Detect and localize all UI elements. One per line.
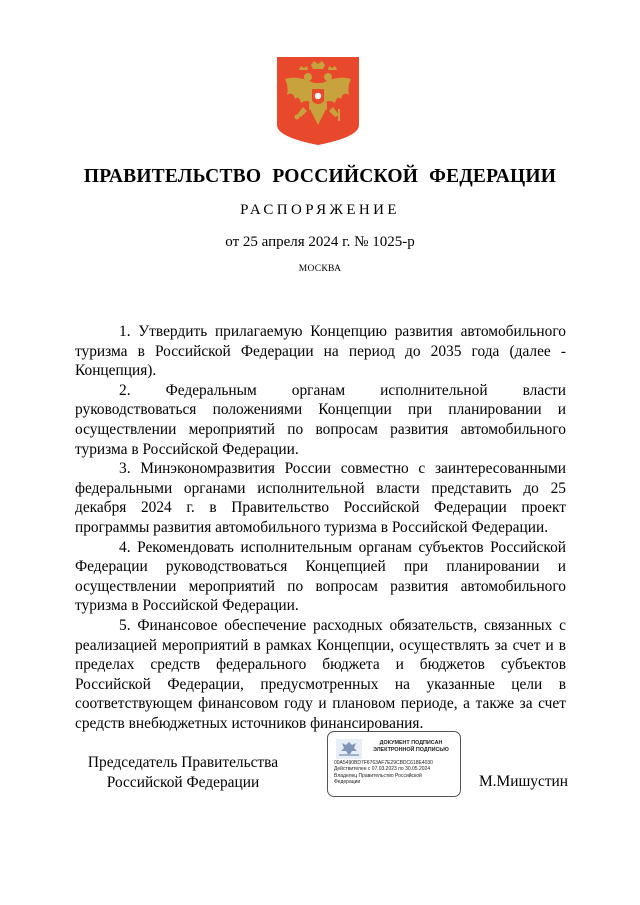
stamp-certificate: 00A5490BD7F6763AF7E29CBDC618E4030 [334,760,433,766]
stamp-owner-line1: Владелец Правительство Российской [334,772,422,779]
stamp-title-line1: ДОКУМЕНТ ПОДПИСАН [379,740,443,746]
paragraph-2: 2. Федеральным органам исполнительной власти руководствоваться положениями Концепции при планировании и осуществлении мероприятий по вопросам развития автомобильного туризма в Российской Федерации. [75,381,566,458]
document-body [75,322,566,733]
signatory-position-line2: Российской Федерации [106,773,260,791]
paragraph-3: 3. Минэкономразвития России совместно с заинтересованными федеральными органами исполнительной власти представить до 25 декабря 2024 г. в Правительство Российской Федерации проект программы развития автомобильного туризма в Российской Федерации. [75,460,566,536]
paragraph-4: 4. Рекомендовать исполнительным органам субъектов Российской Федерации руководствоваться Концепцией при планировании и осуществлении мероприятий по вопросам развития автомобильного туризма в Российской Федерации. [75,538,566,615]
document-city: МОСКВА [298,264,342,274]
document-type: РАСПОРЯЖЕНИЕ [240,202,400,218]
signatory-position-line1: Председатель Правительства [87,754,279,771]
stamp-details [334,760,458,785]
russian-coat-of-arms-icon [277,57,359,145]
signatory-name: М.Мишустин [479,773,569,790]
government-title: ПРАВИТЕЛЬСТВО РОССИЙСКОЙ ФЕДЕРАЦИИ [83,166,557,187]
stamp-validity: Действителен с 07.03.2023 по 30.05.2024 [334,766,431,773]
stamp-title-line2: ЭЛЕКТРОННОЙ ПОДПИСЬЮ [373,746,449,753]
coat-of-arms-small-icon [336,739,362,759]
signatory-position [78,753,288,792]
document-date-number: от 25 апреля 2024 г. № 1025-р [225,234,415,250]
paragraph-1: 1. Утвердить прилагаемую Концепцию развития автомобильного туризма в Российской Федерации на период до 2035 года (далее - Концепция). [75,323,566,380]
stamp-owner-line2: Федерации [334,778,361,785]
stamp-title [364,740,458,753]
paragraph-5: 5. Финансовое обеспечение расходных обязательств, связанных с реализацией мероприятий в рамках Концепции, осуществлять за счет и в пределах средств федерального бюджета и бюджетов субъектов Российской Федерации, предусмотренных на указанные цели в соответствующем финансовом году и плановом периоде, а также за счет средств внебюджетных источников финансирования. [75,616,566,732]
electronic-signature-stamp [327,731,461,797]
